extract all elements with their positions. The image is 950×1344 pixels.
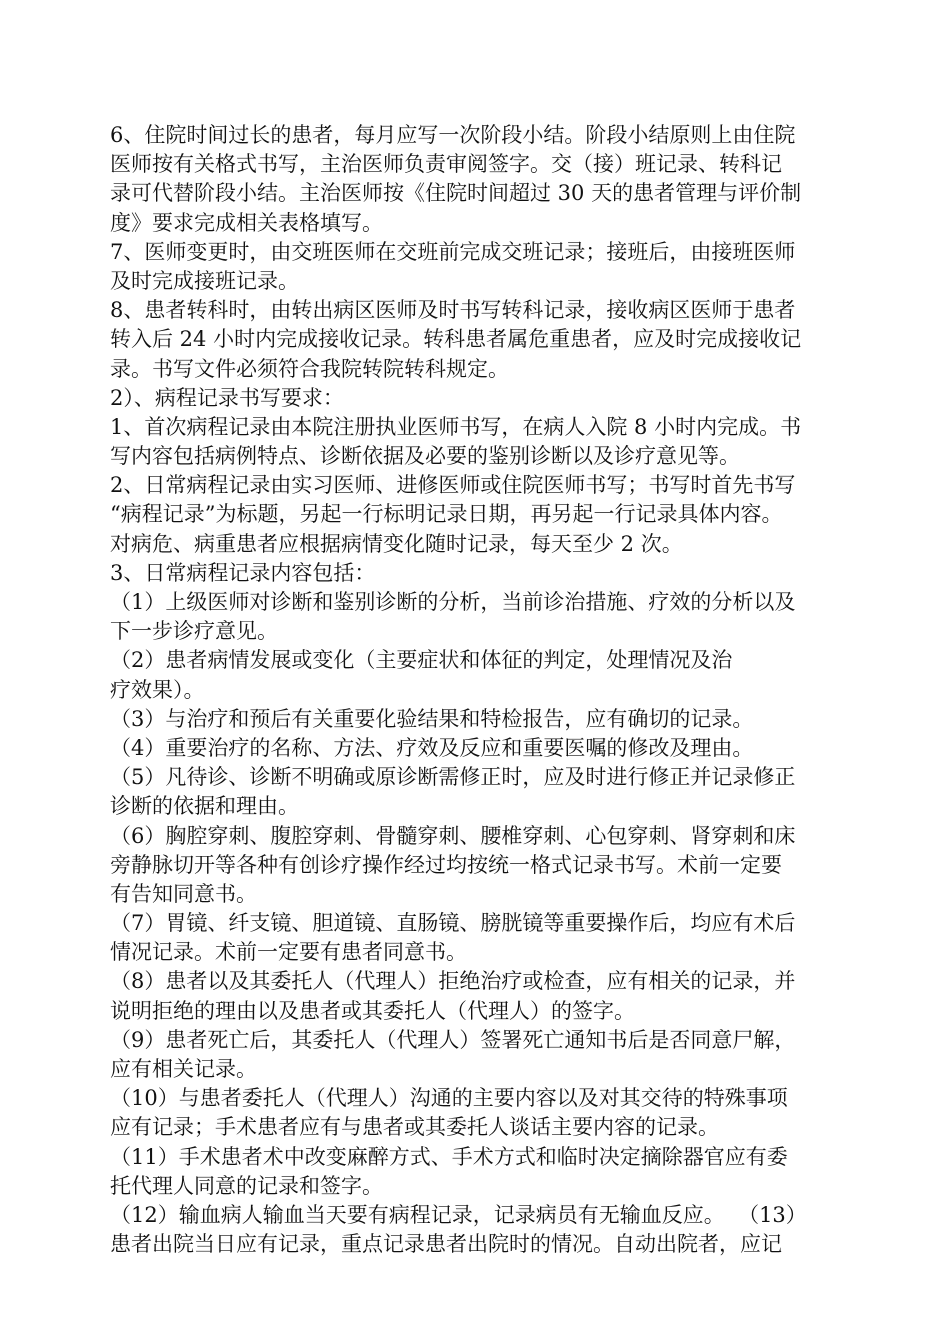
text-line: 转入后 24 小时内完成接收记录。转科患者属危重患者，应及时完成接收记 xyxy=(110,327,802,352)
text-line: （4）重要治疗的名称、方法、疗效及反应和重要医嘱的修改及理由。 xyxy=(110,735,754,760)
document-body xyxy=(110,121,870,1259)
text-line: （3）与治疗和预后有关重要化验结果和特检报告，应有确切的记录。 xyxy=(110,706,754,731)
text-line: 托代理人同意的记录和签字。 xyxy=(110,1173,383,1198)
text-line: 患者出院当日应有记录，重点记录患者出院时的情况。自动出院者，应记 xyxy=(110,1232,782,1257)
text-line: 对病危、病重患者应根据病情变化随时记录，每天至少 2 次。 xyxy=(110,531,683,556)
text-line: （10）与患者委托人（代理人）沟通的主要内容以及对其交待的特殊事项 xyxy=(110,1086,788,1111)
text-line: 8、患者转科时，由转出病区医师及时书写转科记录，接收病区医师于患者 xyxy=(110,298,796,323)
text-line: 录可代替阶段小结。主治医师按《住院时间超过 30 天的患者管理与评价制 xyxy=(110,181,802,206)
text-line: （5）凡待诊、诊断不明确或原诊断需修正时，应及时进行修正并记录修正 xyxy=(110,765,796,790)
text-line: 情况记录。术前一定要有患者同意书。 xyxy=(110,940,467,965)
text-line: “病程记录”为标题，另起一行标明记录日期，再另起一行记录具体内容。 xyxy=(110,502,783,527)
text-line: 应有记录；手术患者应有与患者或其委托人谈话主要内容的记录。 xyxy=(110,1115,719,1140)
text-line: （9）患者死亡后，其委托人（代理人）签署死亡通知书后是否同意尸解， xyxy=(110,1027,796,1052)
text-line: 旁静脉切开等各种有创诊疗操作经过均按统一格式记录书写。术前一定要 xyxy=(110,852,782,877)
text-line: 医师按有关格式书写，主治医师负责审阅签字。交（接）班记录、转科记 xyxy=(110,152,782,177)
text-line: 写内容包括病例特点、诊断依据及必要的鉴别诊断以及诊疗意见等。 xyxy=(110,444,740,469)
text-line: 1、首次病程记录由本院注册执业医师书写，在病人入院 8 小时内完成。书 xyxy=(110,414,802,439)
text-line: 度》要求完成相关表格填写。 xyxy=(110,210,383,235)
text-line: 3、日常病程记录内容包括： xyxy=(110,560,376,585)
text-line: （2）患者病情发展或变化（主要症状和体征的判定，处理情况及治 xyxy=(110,648,733,673)
text-line: 诊断的依据和理由。 xyxy=(110,794,299,819)
text-line: 有告知同意书。 xyxy=(110,881,257,906)
text-line: 疗效果）。 xyxy=(110,677,205,702)
text-line: 及时完成接班记录。 xyxy=(110,268,299,293)
text-line: （12）输血病人输血当天要有病程记录，记录病员有无输血反应。 （13） xyxy=(110,1202,807,1227)
text-line: 6、住院时间过长的患者，每月应写一次阶段小结。阶段小结原则上由住院 xyxy=(110,123,796,147)
text-line: （6）胸腔穿刺、腹腔穿刺、骨髓穿刺、腰椎穿刺、心包穿刺、肾穿刺和床 xyxy=(110,823,796,848)
text-line: （7）胃镜、纤支镜、胆道镜、直肠镜、膀胱镜等重要操作后，均应有术后 xyxy=(110,911,796,936)
text-line: （11）手术患者术中改变麻醉方式、手术方式和临时决定摘除器官应有委 xyxy=(110,1144,788,1169)
text-line: 应有相关记录。 xyxy=(110,1057,257,1081)
section-heading: 2）、病程记录书写要求： xyxy=(110,385,344,410)
text-line: 2、日常病程记录由实习医师、进修医师或住院医师书写；书写时首先书写 xyxy=(110,473,796,498)
text-line: 下一步诊疗意见。 xyxy=(110,619,278,644)
text-line: 录。书写文件必须符合我院转院转科规定。 xyxy=(110,356,509,381)
text-line: （1）上级医师对诊断和鉴别诊断的分析，当前诊治措施、疗效的分析以及 xyxy=(110,590,796,614)
text-line: （8）患者以及其委托人（代理人）拒绝治疗或检查，应有相关的记录，并 xyxy=(110,969,796,994)
text-line: 7、医师变更时，由交班医师在交班前完成交班记录；接班后，由接班医师 xyxy=(110,239,796,264)
text-line: 说明拒绝的理由以及患者或其委托人（代理人）的签字。 xyxy=(110,998,635,1023)
